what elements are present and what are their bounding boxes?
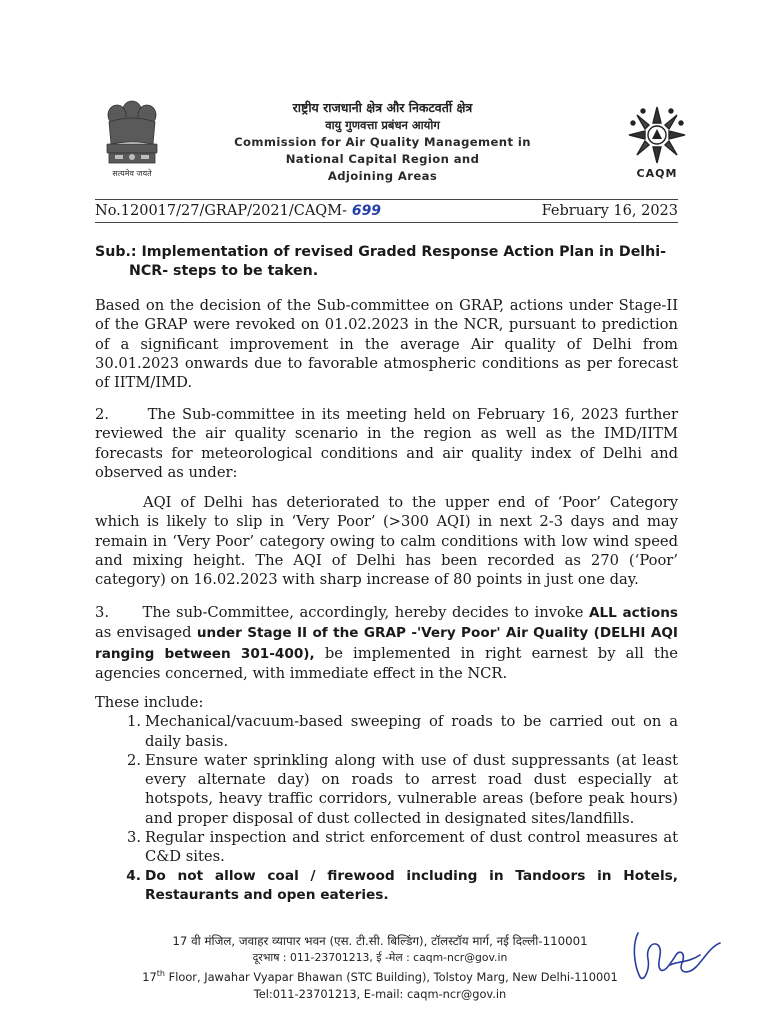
- address-floor: 17: [142, 969, 157, 984]
- list-item: [95, 867, 678, 906]
- letter-date: February 16, 2023: [541, 203, 678, 219]
- list-intro: These include:: [95, 694, 204, 711]
- paragraph-4-text-c: be implemented in right earnest by all the agencies concerned, with immediate effect in the NCR.: [95, 644, 683, 682]
- english-title-line-2: National Capital Region and: [285, 152, 480, 166]
- subject-line-1: Sub.: Implementation of revised Graded Response Action Plan in Delhi-: [95, 244, 667, 260]
- paragraph-4-text-b: as envisaged: [95, 604, 683, 642]
- organisation-heading: [210, 99, 555, 185]
- hindi-commission-title: वायु गुणवत्ता प्रबंधन आयोग: [325, 118, 440, 132]
- subject: [95, 243, 685, 281]
- address-rest: Floor, Jawahar Vyapar Bhawan (STC Building), Tolstoy Marg, New Delhi-110001: [165, 969, 618, 984]
- hindi-contact: दूरभाष : 011-23701213, ई -मेल : caqm-ncr@gov.in: [252, 951, 508, 964]
- handwritten-number: 699: [346, 203, 382, 219]
- list-item-text: Regular inspection and strict enforcement of dust control measures at C&D sites.: [145, 829, 678, 866]
- reference-divider: [95, 222, 678, 223]
- paragraph-1: Based on the decision of the Sub-committee on GRAP, actions under Stage-II of the GRAP were revoked on 01.02.2023 in the NCR, pursuant to prediction of a significant improvement in the average Air quality of Delhi from 30.01.2023 onwards due to favorable atmospheric conditions as per forecast of IITM/IMD.: [95, 297, 678, 392]
- emblem-motto: सत्यमेव जयते: [112, 169, 152, 178]
- state-emblem: [95, 96, 169, 182]
- paragraph-4-bold-a: ALL actions: [589, 605, 678, 621]
- header-divider: [95, 199, 678, 200]
- english-contact: Tel:011-23701213, E-mail: caqm-ncr@gov.in: [253, 986, 507, 1001]
- list-item: [95, 828, 678, 867]
- caqm-logo: [622, 103, 692, 187]
- address-superscript: th: [156, 969, 166, 978]
- logo-acronym: CAQM: [636, 167, 678, 180]
- list-item-text: Mechanical/vacuum-based sweeping of roads to be carried out on a daily basis.: [145, 713, 678, 750]
- flower-logo-icon: [625, 103, 689, 167]
- english-address: [120, 965, 640, 986]
- list-item: [95, 712, 678, 751]
- footer-address: [120, 932, 640, 1002]
- list-item-text: Do not allow coal / firewood including in Tandoors in Hotels, Restaurants and open eateries.: [145, 867, 678, 903]
- english-title-line-3: Adjoining Areas: [327, 169, 438, 183]
- paragraph-4-text-a: 3. The sub-Committee, accordingly, hereby decides to invoke: [95, 604, 589, 621]
- reference-number-text: No.120017/27/GRAP/2021/CAQM-: [95, 203, 347, 219]
- english-title-line-1: Commission for Air Quality Management in: [234, 135, 531, 149]
- hindi-region-title: राष्ट्रीय राजधानी क्षेत्र और निकटवर्ती क्षेत्र: [292, 100, 473, 115]
- paragraph-4-bold-b: under Stage II of the GRAP -'Very Poor' Air Quality (DELHI AQI ranging between 301-400),: [95, 625, 683, 662]
- lion-capital-icon: [95, 96, 169, 168]
- reference-number: [95, 203, 381, 219]
- list-item-number: 4.: [126, 867, 141, 884]
- paragraph-4: [95, 603, 683, 683]
- list-item-number: 1.: [126, 713, 141, 731]
- list-item-text: Ensure water sprinkling along with use of dust suppressants (at least every alternate day) on roads to arrest road dust especially at hotspots, heavy traffic corridors, vulnerable areas (before peak hours) and proper disposal of dust collected in designated sites/landfills.: [145, 751, 678, 827]
- paragraph-3: AQI of Delhi has deteriorated to the upper end of ‘Poor’ Category which is likely to slip in ‘Very Poor’ (>300 AQI) in next 2-3 days and may remain in ‘Very Poor’ category owing to calm conditions with low wind speed and mixing height. The AQI of Delhi has been recorded as 270 (‘Poor’ category) on 16.02.2023 with sharp increase of 80 points in just one day.: [95, 494, 678, 589]
- list-item-number: 3.: [126, 829, 141, 847]
- subject-line-2: NCR- steps to be taken.: [129, 263, 319, 279]
- action-list: [95, 693, 678, 905]
- list-item: [95, 751, 678, 828]
- signature-icon: [630, 925, 725, 995]
- paragraph-2: 2. The Sub-committee in its meeting held on February 16, 2023 further reviewed the air quality scenario in the region as well as the IMD/IITM forecasts for meteorological conditions and air quality index of Delhi and observed as under:: [95, 406, 683, 481]
- list-item-number: 2.: [126, 751, 141, 769]
- hindi-address: 17 वी मंजिल, जवाहर व्यापार भवन (एस. टी.सी. बिल्डिंग), टॉलस्टॉय मार्ग, नई दिल्ली-110001: [172, 934, 588, 948]
